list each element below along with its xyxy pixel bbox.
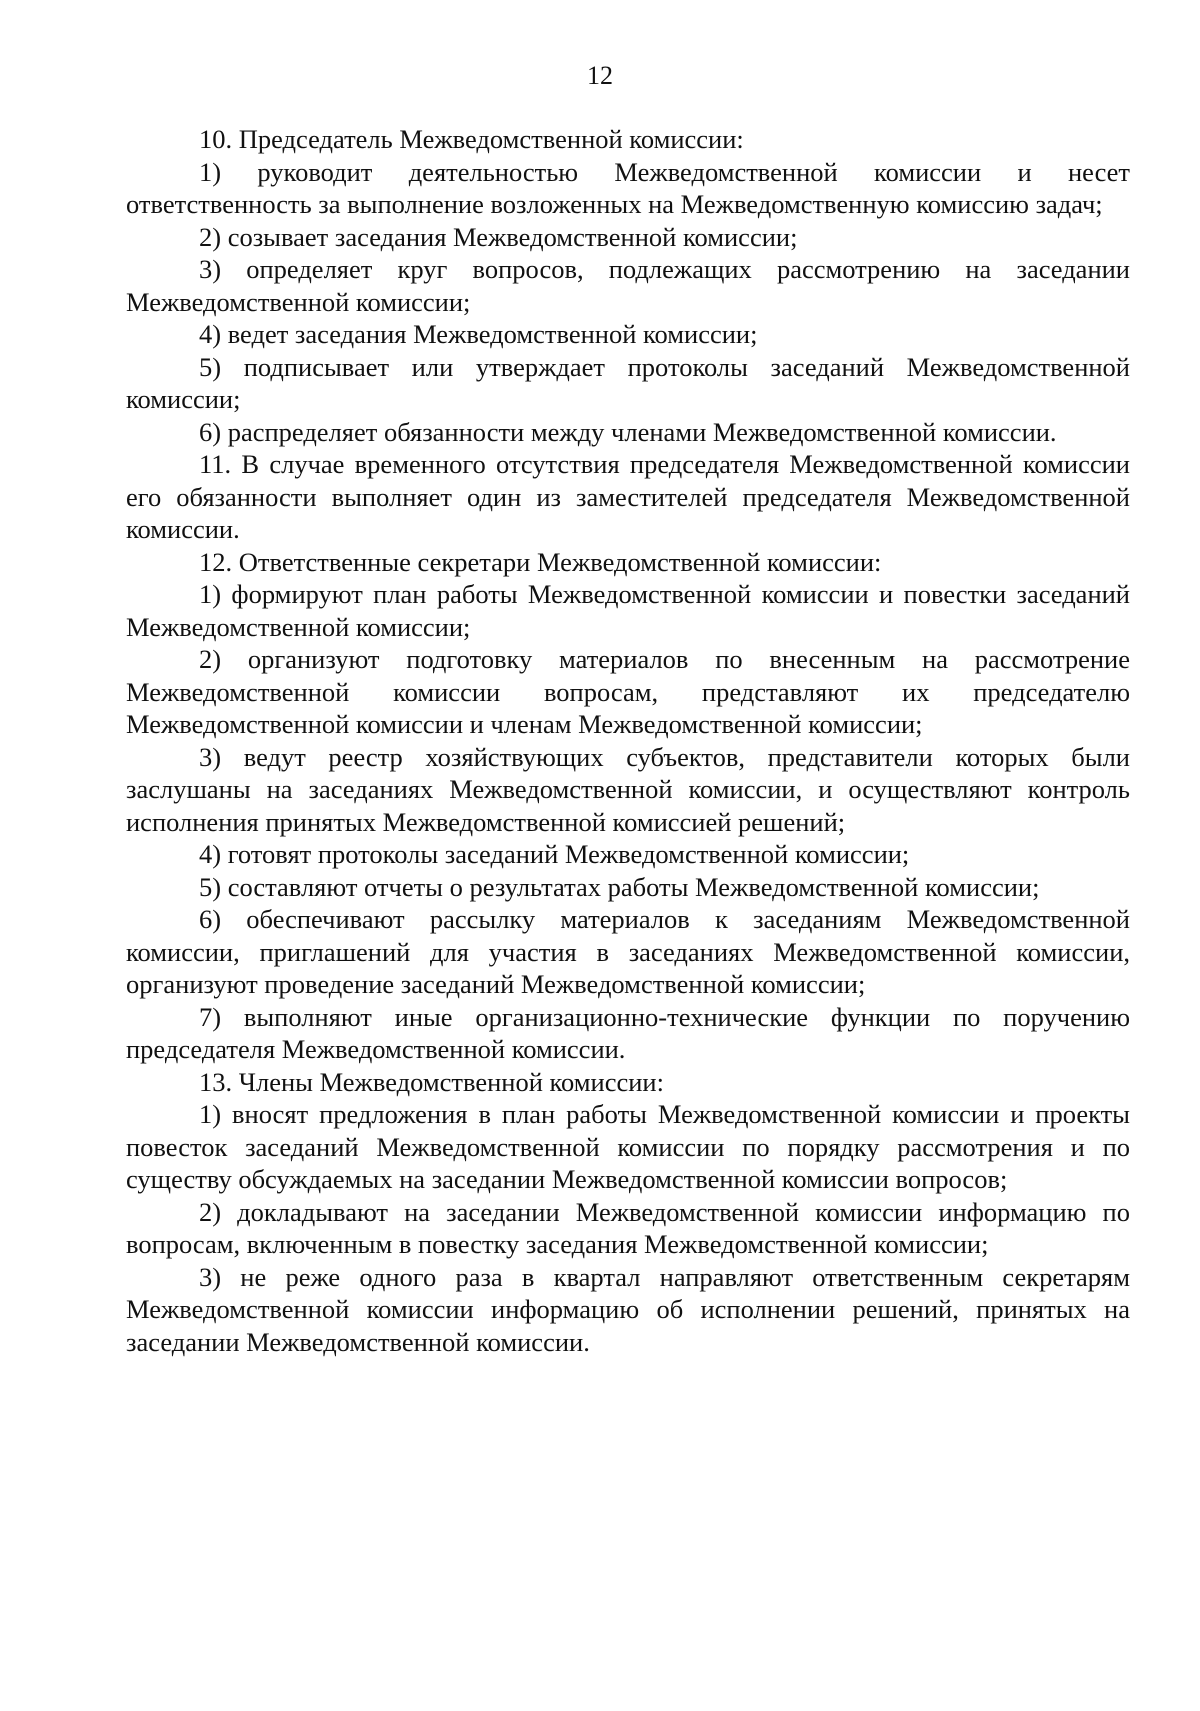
paragraph-12-item-2: 2) организуют подготовку материалов по внесенным на рассмотрение Межведомственной комиссии вопросам, представляют их председателю Межведомственной комиссии и членам Межведомственной комиссии;	[126, 644, 1130, 739]
paragraph-12-item-4: 4) готовят протоколы заседаний Межведомственной комиссии;	[199, 839, 910, 869]
paragraph-10-item-1: 1) руководит деятельностью Межведомственной комиссии и несет ответственность за выполнение возложенных на Межведомственную комиссию задач;	[126, 156, 1130, 219]
paragraph-13-item-1: 1) вносят предложения в план работы Межведомственной комиссии и проекты повесток заседаний Межведомственной комиссии по порядку рассмотрения и по существу обсуждаемых на заседании Межведомственной комиссии вопросов;	[126, 1099, 1130, 1194]
paragraph-12-item-7: 7) выполняют иные организационно-технические функции по поручению председателя Межведомственной комиссии.	[126, 1001, 1130, 1064]
paragraph-13-item-2: 2) докладывают на заседании Межведомственной комиссии информацию по вопросам, включенным в повестку заседания Межведомственной комиссии;	[126, 1196, 1130, 1259]
paragraph-12-heading: 12. Ответственные секретари Межведомственной комиссии:	[199, 546, 882, 577]
paragraph-10-item-4: 4) ведет заседания Межведомственной комиссии;	[199, 319, 758, 349]
paragraph-10-item-2: 2) созывает заседания Межведомственной комиссии;	[199, 221, 798, 252]
paragraph-12-item-5: 5) составляют отчеты о результатах работы Межведомственной комиссии;	[199, 871, 1040, 902]
paragraph-10-item-6: 6) распределяет обязанности между членами Межведомственной комиссии.	[199, 416, 1057, 447]
paragraph-10-item-3: 3) определяет круг вопросов, подлежащих рассмотрению на заседании Межведомственной комиссии;	[126, 254, 1130, 317]
paragraph-11: 11. В случае временного отсутствия председателя Межведомственной комиссии его обязанности выполняет один из заместителей председателя Межведомственной комиссии.	[126, 449, 1130, 544]
paragraph-13-item-3: 3) не реже одного раза в квартал направляют ответственным секретарям Межведомственной комиссии информацию об исполнении решений, принятых на заседании Межведомственной комиссии.	[126, 1261, 1130, 1357]
document-body	[126, 123, 1130, 1358]
paragraph-12-item-6: 6) обеспечивают рассылку материалов к заседаниям Межведомственной комиссии, приглашений для участия в заседаниях Межведомственной комиссии, организуют проведение заседаний Межведомственной комиссии;	[126, 904, 1130, 999]
page-number: 12	[587, 61, 613, 90]
paragraph-12-item-3: 3) ведут реестр хозяйствующих субъектов, представители которых были заслушаны на заседаниях Межведомственной комиссии, и осуществляют контроль исполнения принятых Межведомственной комиссией решений;	[126, 741, 1130, 837]
paragraph-10-heading: 10. Председатель Межведомственной комиссии:	[199, 124, 744, 154]
paragraph-10-item-5: 5) подписывает или утверждает протоколы заседаний Межведомственной комиссии;	[126, 351, 1130, 414]
paragraph-13-heading: 13. Члены Межведомственной комиссии:	[199, 1066, 664, 1097]
paragraph-12-item-1: 1) формируют план работы Межведомственной комиссии и повестки заседаний Межведомственной комиссии;	[126, 579, 1130, 642]
